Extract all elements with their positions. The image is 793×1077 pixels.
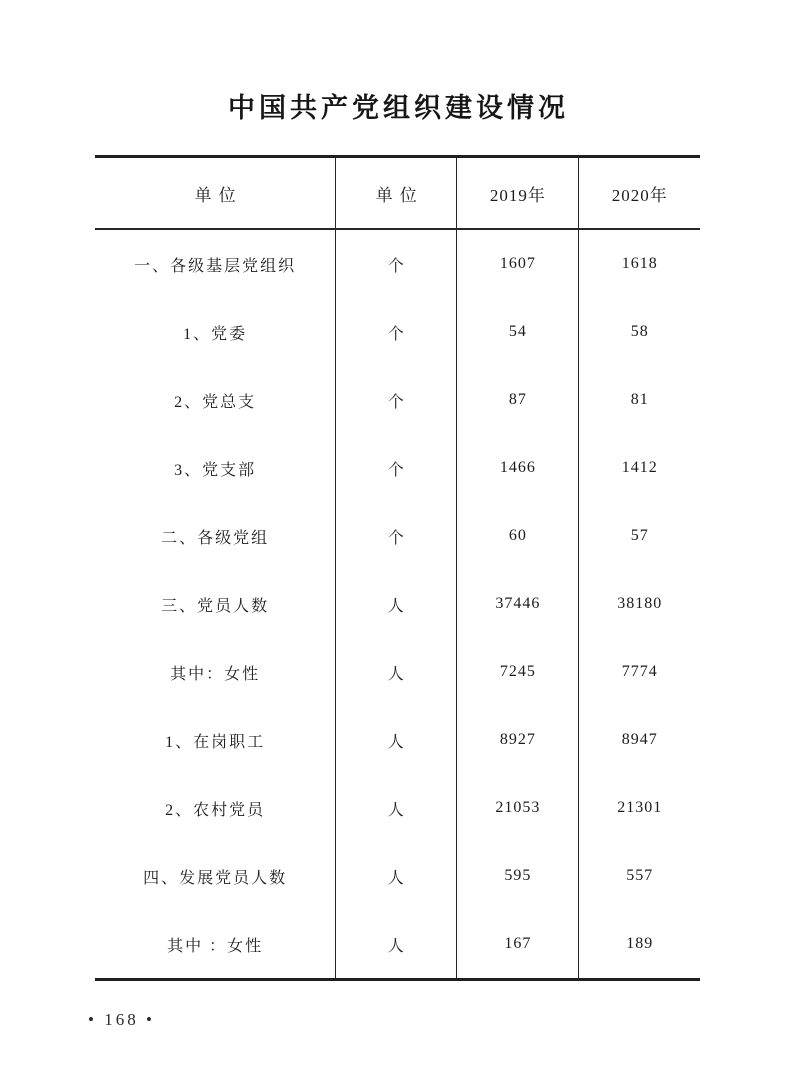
cell-indicator: 二、各级党组 xyxy=(95,502,336,570)
cell-value-2020: 1412 xyxy=(621,459,658,476)
cell-unit: 人 xyxy=(336,570,457,638)
table-row xyxy=(95,774,700,842)
cell-value-2019: 54 xyxy=(457,298,579,366)
cell-unit: 人 xyxy=(336,910,457,980)
cell-indicator: 3、党支部 xyxy=(95,434,336,502)
table-row xyxy=(95,366,700,434)
table-row xyxy=(95,638,700,706)
cell-indicator: 其中：女性 xyxy=(95,638,336,706)
cell-value-2020: 189 xyxy=(626,935,654,952)
cell-unit: 人 xyxy=(336,638,457,706)
cell-value-2020: 57 xyxy=(630,527,649,544)
cell-value-2019: 37446 xyxy=(457,570,579,638)
table-row xyxy=(95,910,700,980)
cell-value-2019: 595 xyxy=(457,842,579,910)
table-row xyxy=(95,842,700,910)
cell-value-2019: 21053 xyxy=(457,774,579,842)
table-row xyxy=(95,298,700,366)
cell-indicator: 2、党总支 xyxy=(95,366,336,434)
cell-value-2020: 8947 xyxy=(621,731,658,748)
col-header-indicator: 单位 xyxy=(95,157,336,230)
cell-indicator: 一、各级基层党组织 xyxy=(95,229,336,298)
col-header-2020: 2020年 xyxy=(579,157,700,230)
table-row xyxy=(95,502,700,570)
table-row xyxy=(95,570,700,638)
table-row xyxy=(95,706,700,774)
cell-unit: 个 xyxy=(336,298,457,366)
cell-value-2019: 1466 xyxy=(457,434,579,502)
page-title: 中国共产党组织建设情况 xyxy=(228,93,569,123)
cell-unit: 人 xyxy=(336,774,457,842)
cell-value-2019: 1607 xyxy=(457,229,579,298)
cell-value-2019: 8927 xyxy=(457,706,579,774)
cell-value-2020: 81 xyxy=(630,391,649,408)
cell-value-2020: 58 xyxy=(630,323,649,340)
page-number: • 168 • xyxy=(88,1010,155,1029)
table-body xyxy=(95,229,700,980)
cell-indicator: 1、在岗职工 xyxy=(95,706,336,774)
col-header-unit: 单位 xyxy=(336,157,457,230)
cell-value-2019: 7245 xyxy=(457,638,579,706)
cell-unit: 人 xyxy=(336,842,457,910)
col-header-2019: 2019年 xyxy=(457,157,579,230)
cell-indicator: 三、党员人数 xyxy=(95,570,336,638)
cell-indicator: 四、发展党员人数 xyxy=(95,842,336,910)
cell-value-2020: 7774 xyxy=(621,663,658,680)
cell-unit: 个 xyxy=(336,434,457,502)
cell-value-2020: 557 xyxy=(626,867,654,884)
cell-value-2019: 87 xyxy=(457,366,579,434)
table-row xyxy=(95,434,700,502)
cell-indicator: 其中 ：女性 xyxy=(95,910,336,980)
cell-value-2019: 60 xyxy=(457,502,579,570)
cell-value-2020: 1618 xyxy=(621,255,658,272)
table-header-row xyxy=(95,157,700,230)
cell-value-2020: 21301 xyxy=(617,799,663,816)
cell-value-2020: 38180 xyxy=(617,595,663,612)
cell-indicator: 2、农村党员 xyxy=(95,774,336,842)
cell-unit: 个 xyxy=(336,366,457,434)
party-organization-table xyxy=(95,155,700,981)
cell-unit: 人 xyxy=(336,706,457,774)
cell-unit: 个 xyxy=(336,502,457,570)
cell-value-2019: 167 xyxy=(457,910,579,980)
table-row xyxy=(95,229,700,298)
cell-unit: 个 xyxy=(336,229,457,298)
cell-indicator: 1、党委 xyxy=(95,298,336,366)
